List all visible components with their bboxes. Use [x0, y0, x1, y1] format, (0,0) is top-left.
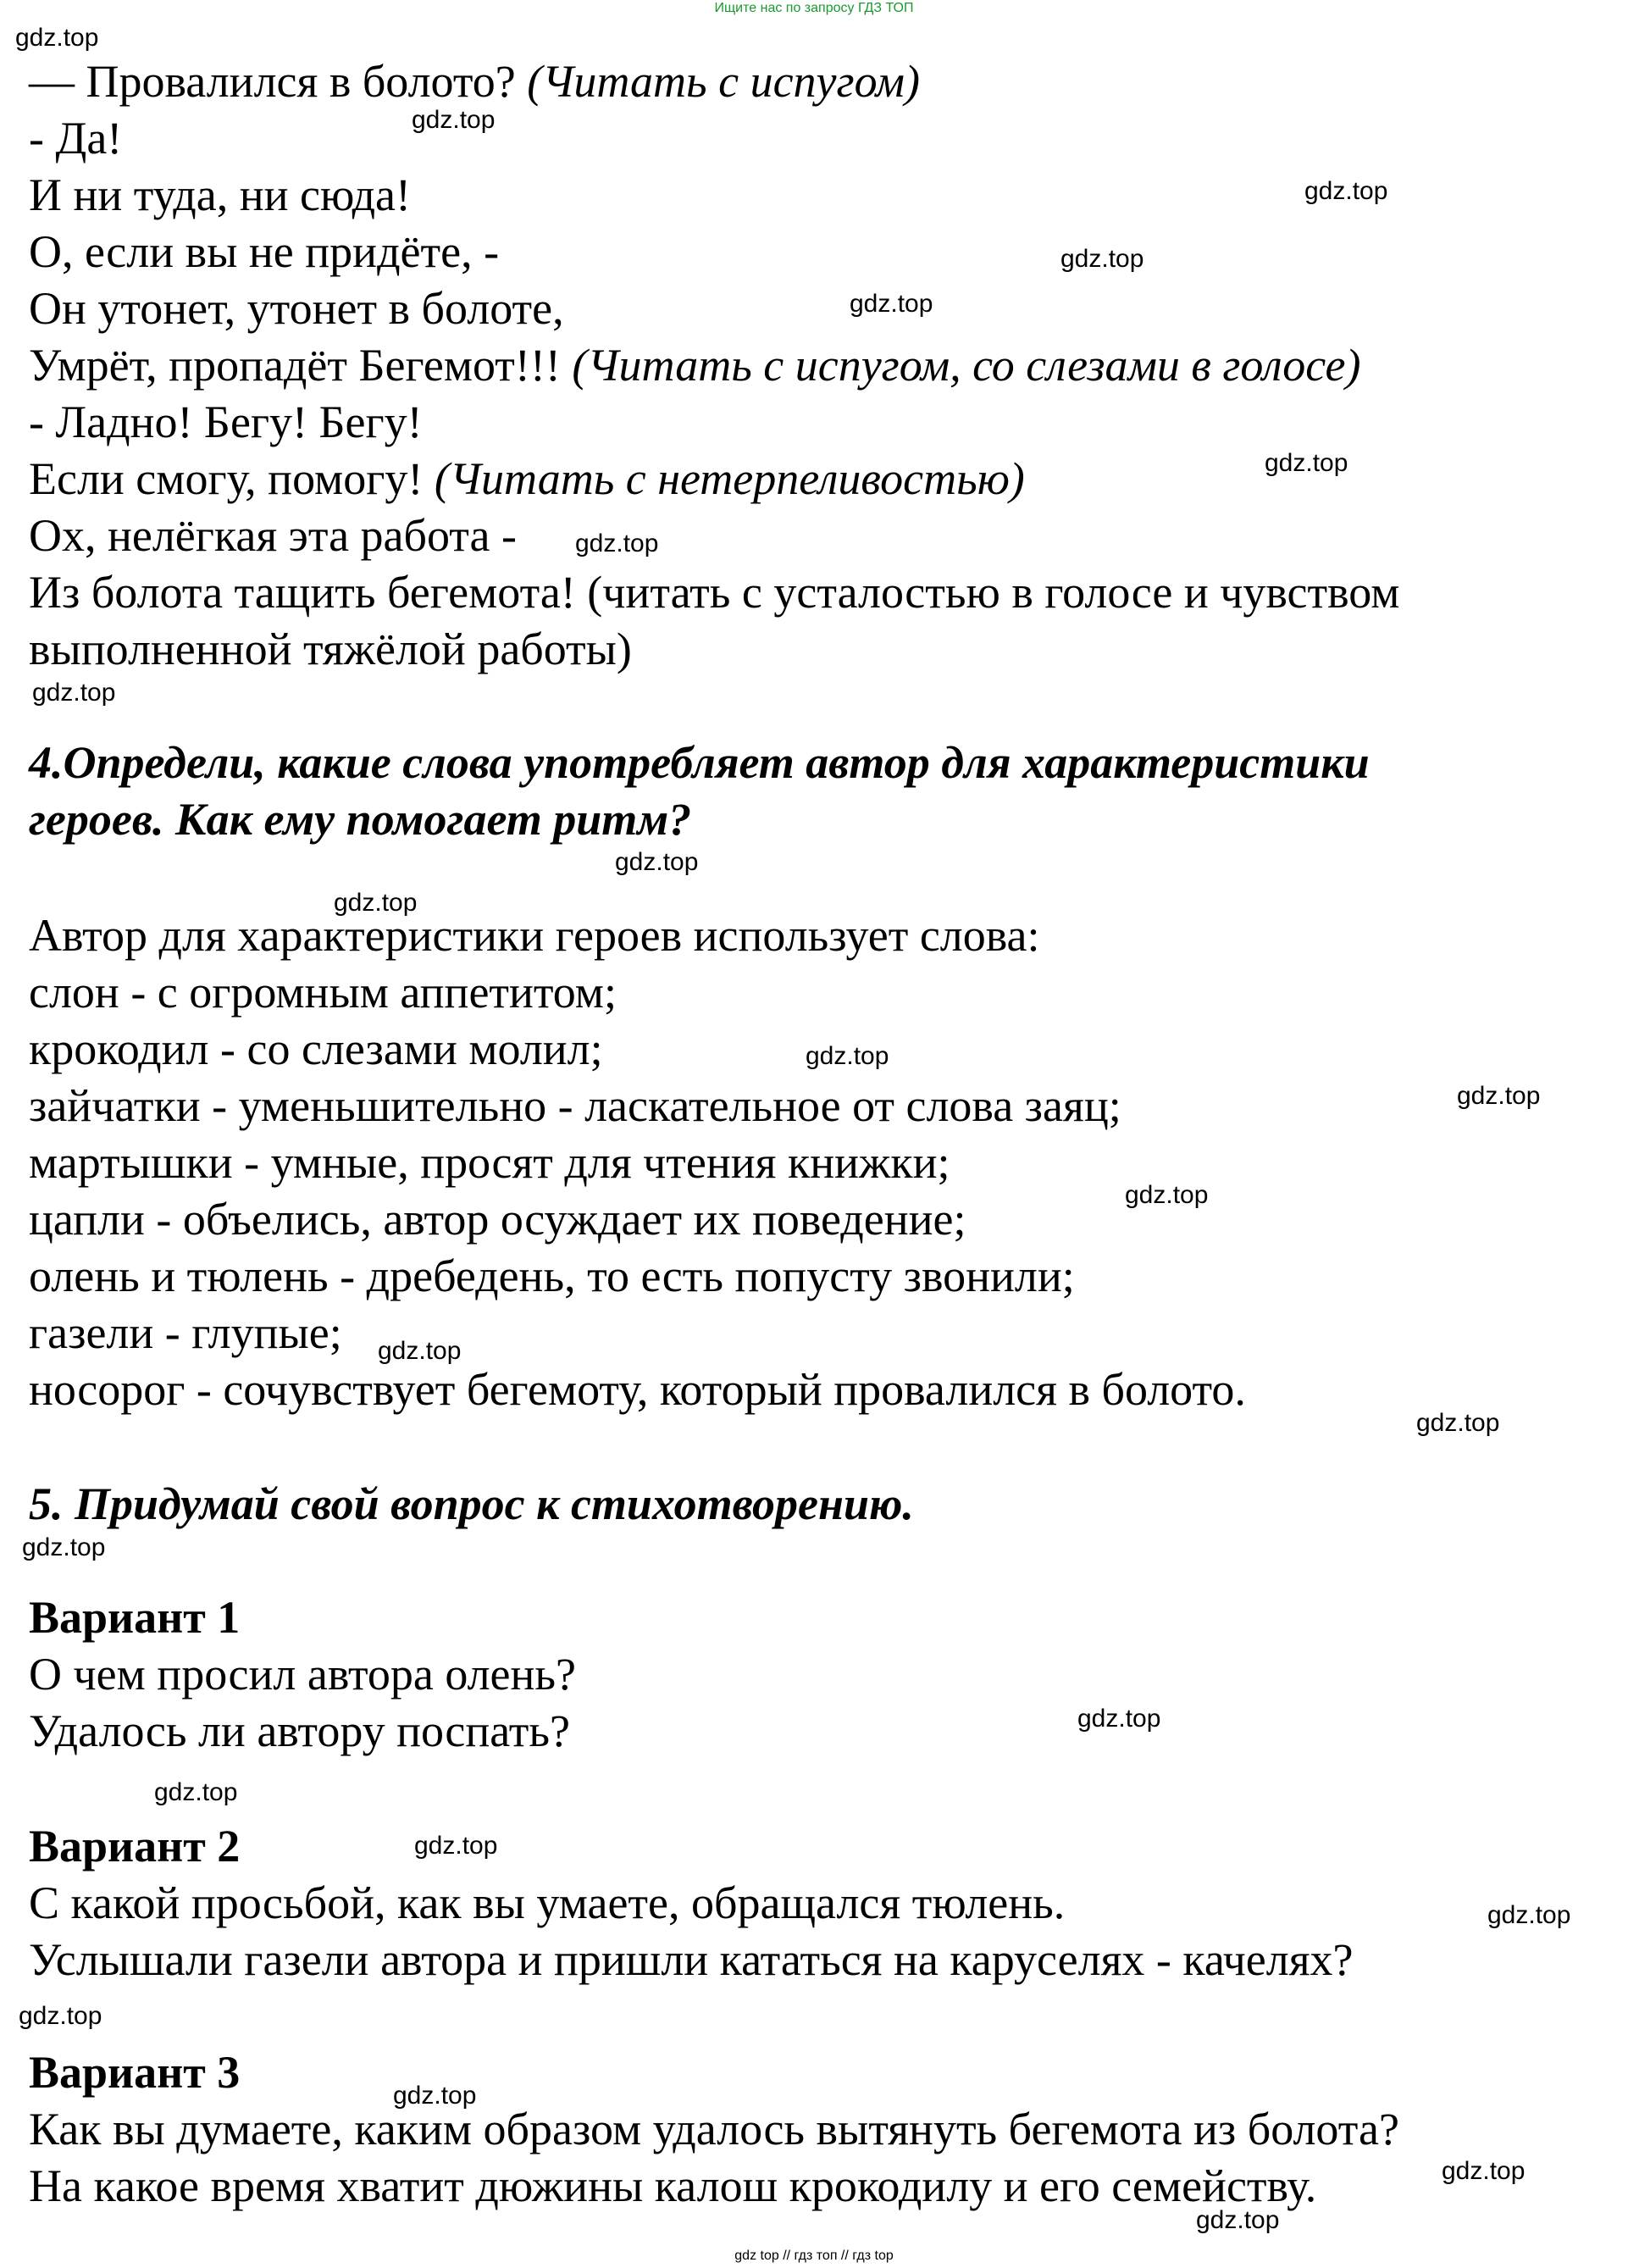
- answer-4-line-2: слон - с огромным аппетитом;: [29, 967, 617, 1018]
- answer-4-line-7: олень и тюлень - дребедень, то есть попусту звонили;: [29, 1250, 1075, 1301]
- watermark: gdz.top: [154, 1778, 238, 1806]
- watermark: gdz.top: [1060, 245, 1144, 273]
- watermark: gdz.top: [1265, 449, 1348, 477]
- watermark: gdz.top: [334, 889, 418, 917]
- answer-4-line-8: газели - глупые;: [29, 1307, 342, 1358]
- poem-line-5: Он утонет, утонет в болоте,: [29, 283, 564, 334]
- answer-4-line-5: мартышки - умные, просят для чтения книжки;: [29, 1137, 950, 1188]
- watermark: gdz.top: [615, 848, 699, 876]
- answer-4-line-9: носорог - сочувствует бегемоту, который провалился в болото.: [29, 1364, 1246, 1415]
- watermark: gdz.top: [15, 24, 99, 52]
- poem-line-10: Из болота тащить бегемота! (читать с усталостью в голосе и чувством: [29, 567, 1400, 618]
- watermark: gdz.top: [414, 1832, 498, 1860]
- variant-1-line-1: О чем просил автора олень?: [29, 1649, 577, 1700]
- watermark: gdz.top: [1304, 177, 1388, 205]
- poem-line-2: - Да!: [29, 113, 123, 164]
- question-5: 5. Придумай свой вопрос к стихотворению.: [29, 1478, 914, 1529]
- watermark: gdz.top: [1196, 2206, 1280, 2234]
- variant-3-line-1: Как вы думаете, каким образом удалось вытянуть бегемота из болота?: [29, 2104, 1399, 2154]
- poem-line-6: Умрёт, пропадёт Бегемот!!! (Читать с испугом, со слезами в голосе): [29, 340, 1361, 391]
- answer-4-line-4: зайчатки - уменьшительно - ласкательное от слова заяц;: [29, 1080, 1121, 1131]
- watermark: gdz.top: [575, 530, 659, 557]
- poem-line-8: Если смогу, помогу! (Читать с нетерпеливостью): [29, 453, 1025, 504]
- question-4-line-2: героев. Как ему помогает ритм?: [29, 794, 692, 845]
- top-banner: Ищите нас по запросу ГДЗ ТОП: [714, 1, 914, 15]
- watermark: gdz.top: [850, 290, 933, 318]
- answer-4-line-6: цапли - объелись, автор осуждает их поведение;: [29, 1194, 966, 1245]
- answer-4-line-1: Автор для характеристики героев использует слова:: [29, 910, 1040, 961]
- watermark: gdz.top: [1487, 1901, 1571, 1929]
- variant-2-line-2: Услышали газели автора и пришли кататься на каруселях - качелях?: [29, 1934, 1354, 1985]
- watermark: gdz.top: [1416, 1409, 1500, 1437]
- watermark: gdz.top: [32, 679, 116, 707]
- poem-line-7: - Ладно! Бегу! Бегу!: [29, 396, 423, 447]
- poem-line-3: И ни туда, ни сюда!: [29, 169, 412, 220]
- answer-4-line-3: крокодил - со слезами молил;: [29, 1023, 603, 1074]
- variant-1-line-2: Удалось ли автору поспать?: [29, 1705, 570, 1756]
- poem-line-1: — Провалился в болото? (Читать с испугом): [29, 56, 920, 107]
- variant-3-title: Вариант 3: [29, 2047, 241, 2098]
- question-4-line-1: 4.Определи, какие слова употребляет автор для характеристики: [29, 737, 1370, 788]
- variant-2-line-1: С какой просьбой, как вы умаете, обращался тюлень.: [29, 1877, 1066, 1928]
- poem-line-4: О, если вы не придёте, -: [29, 226, 500, 277]
- watermark: gdz.top: [1077, 1705, 1161, 1733]
- watermark: gdz.top: [378, 1337, 462, 1365]
- poem-line-11: выполненной тяжёлой работы): [29, 624, 632, 674]
- poem-line-9: Ох, нелёгкая эта работа -: [29, 510, 517, 561]
- watermark: gdz.top: [1457, 1082, 1541, 1110]
- variant-2-title: Вариант 2: [29, 1821, 241, 1872]
- watermark: gdz.top: [393, 2082, 477, 2110]
- watermark: gdz.top: [1442, 2157, 1526, 2185]
- watermark: gdz.top: [19, 2002, 102, 2030]
- watermark: gdz.top: [22, 1533, 106, 1561]
- watermark: gdz.top: [412, 106, 496, 134]
- bottom-banner: gdz top // гдз топ // гдз top: [734, 2249, 894, 2263]
- variant-3-line-2: На какое время хватит дюжины калош крокодилу и его семейству.: [29, 2160, 1317, 2211]
- watermark: gdz.top: [1125, 1181, 1209, 1209]
- watermark: gdz.top: [806, 1042, 889, 1070]
- variant-1-title: Вариант 1: [29, 1592, 241, 1643]
